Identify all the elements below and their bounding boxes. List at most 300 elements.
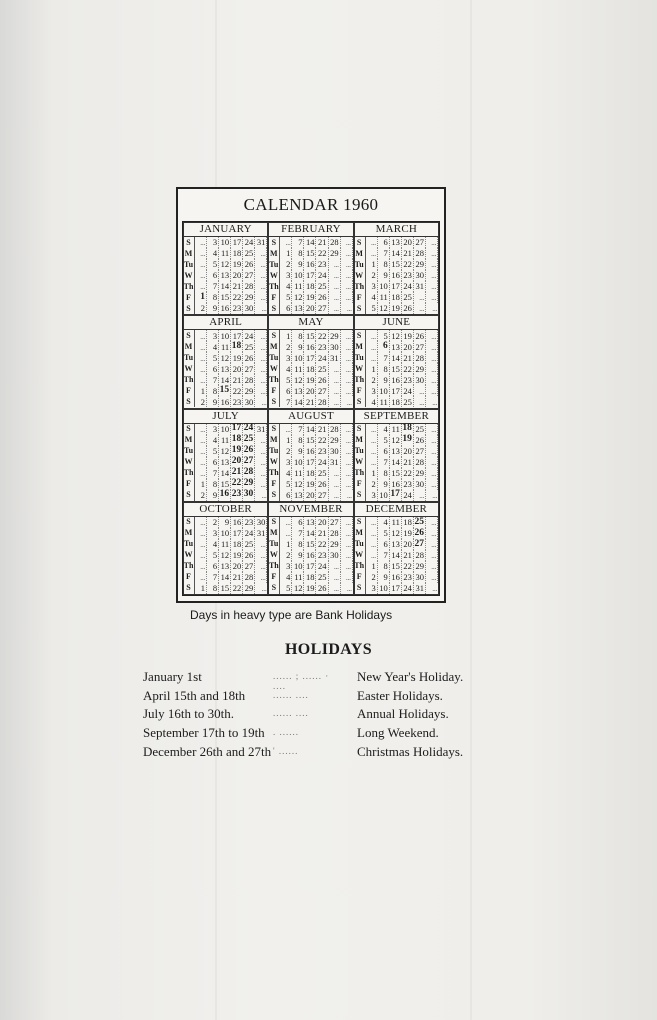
day-cell: 22 [318, 434, 327, 445]
empty-day: ... [329, 259, 341, 270]
empty-day: ... [195, 270, 207, 281]
day-cell: 4 [280, 281, 292, 292]
month-january [183, 222, 268, 315]
day-cell: 5 [280, 374, 292, 385]
day-cell: 24 [318, 352, 327, 363]
weekday-label: W [355, 363, 366, 374]
day-cell: 2 [366, 374, 378, 385]
empty-day: ... [195, 539, 207, 550]
day-cell: 14 [220, 467, 230, 478]
empty-day: ... [195, 363, 207, 374]
empty-day: ... [414, 292, 426, 303]
empty-day: ... [255, 435, 267, 446]
day-cell: 8 [292, 330, 304, 341]
day-cell: 22 [232, 292, 242, 303]
empty-day: ... [255, 539, 267, 550]
day-cell: 3 [280, 561, 292, 572]
day-cell: 6 [378, 539, 390, 550]
weekday-label: S [269, 517, 280, 528]
day-cell: 17 [391, 385, 400, 396]
day-cell: 27 [243, 456, 254, 467]
day-cell: 1 [195, 385, 207, 396]
empty-day: ... [280, 424, 292, 435]
holiday-row [143, 725, 503, 744]
day-cell: 20 [231, 456, 242, 467]
day-cell: 17 [390, 489, 400, 500]
day-cell: 9 [292, 550, 304, 561]
empty-day: ... [341, 341, 353, 352]
day-cell: 24 [403, 385, 412, 396]
day-cell: 14 [305, 423, 315, 434]
day-cell: 23 [244, 517, 254, 528]
day-cell: 27 [415, 237, 424, 248]
day-cell: 26 [318, 374, 327, 385]
day-cell: 28 [415, 456, 424, 467]
empty-day: ... [346, 489, 352, 500]
day-cell: 29 [415, 561, 424, 572]
empty-day: ... [426, 237, 438, 248]
weekday-label: W [269, 270, 280, 281]
day-cell: 7 [280, 396, 292, 407]
day-cell: 12 [293, 478, 303, 489]
day-cell: 13 [220, 456, 230, 467]
weekday-label: Tu [354, 446, 364, 456]
day-cell: 3 [366, 281, 378, 292]
day-cell: 16 [220, 396, 230, 407]
day-cell: 28 [244, 281, 254, 292]
empty-day: ... [426, 385, 438, 396]
weekday-label: Th [183, 561, 194, 571]
day-cell: 8 [378, 363, 390, 374]
day-cell: 12 [220, 259, 230, 270]
day-cell: 21 [232, 281, 242, 292]
day-cell: 5 [207, 550, 219, 561]
day-cell: 5 [378, 435, 390, 446]
day-cell: 8 [378, 468, 390, 479]
day-cell: 17 [305, 270, 315, 281]
weekday-label: F [355, 479, 366, 490]
day-cell: 3 [366, 583, 378, 594]
day-cell: 2 [366, 479, 378, 490]
weekday-label: Th [354, 374, 365, 384]
day-cell: 15 [305, 248, 315, 259]
day-cell: 16 [305, 341, 315, 352]
empty-day: ... [432, 396, 437, 407]
day-cell: 4 [207, 435, 219, 446]
empty-day: ... [255, 446, 267, 457]
empty-day: ... [341, 259, 353, 270]
day-cell: 7 [378, 550, 390, 561]
leader-dots: ...... .... [273, 689, 309, 700]
day-cell: 4 [366, 396, 378, 407]
day-cell: 23 [403, 572, 412, 583]
day-cell: 28 [330, 528, 339, 539]
day-cell: 16 [232, 517, 242, 528]
day-cell: 2 [207, 517, 219, 528]
day-cell: 7 [207, 281, 219, 292]
weekday-label: M [355, 248, 366, 259]
day-cell: 23 [318, 550, 327, 561]
day-cell: 20 [318, 517, 327, 528]
day-cell: 30 [330, 550, 339, 561]
weekday-label: M [269, 435, 280, 446]
weekday-label: S [184, 330, 195, 341]
day-cell: 21 [403, 352, 412, 363]
holiday-row [143, 688, 503, 707]
empty-day: ... [280, 517, 292, 528]
leader-dots: ' ...... [273, 745, 299, 756]
day-cell: 1 [366, 561, 378, 572]
paper-crease [470, 0, 472, 1020]
empty-day: ... [195, 446, 207, 457]
holiday-name: Easter Holidays. [357, 687, 443, 703]
day-cell: 19 [391, 303, 400, 314]
day-cell: 23 [231, 489, 242, 500]
month-october [183, 502, 268, 595]
day-cell: 25 [403, 292, 412, 303]
holidays-heading: HOLIDAYS [284, 641, 373, 658]
calendar-1960 [176, 187, 446, 603]
day-cell: 14 [293, 396, 303, 407]
empty-day: ... [341, 292, 353, 303]
day-cell: 23 [232, 303, 242, 314]
calendar-grid [182, 221, 440, 596]
day-cell: 6 [207, 457, 219, 468]
day-cell: 14 [220, 374, 230, 385]
empty-day: ... [426, 352, 438, 363]
day-cell: 1 [195, 479, 207, 490]
day-cell: 12 [293, 583, 303, 594]
day-cell: 28 [415, 352, 424, 363]
empty-day: ... [195, 457, 207, 468]
day-cell: 4 [378, 424, 390, 435]
day-cell: 9 [378, 572, 390, 583]
empty-day: ... [341, 539, 353, 550]
day-cell: 25 [244, 539, 254, 550]
empty-day: ... [195, 352, 207, 363]
weekday-label: W [355, 457, 366, 468]
empty-day: ... [195, 259, 207, 270]
day-cell: 5 [207, 446, 219, 457]
day-cell: 1 [280, 539, 292, 550]
day-cell: 7 [292, 528, 304, 539]
day-cell: 24 [403, 583, 412, 594]
weekday-label: Tu [183, 259, 194, 269]
month-name: DECEMBER [355, 503, 438, 517]
weekday-label: Tu [269, 352, 279, 362]
day-cell: 17 [391, 583, 400, 594]
empty-day: ... [432, 583, 437, 594]
day-cell: 29 [330, 539, 339, 550]
day-cell: 6 [280, 303, 292, 314]
holiday-name: Long Weekend. [357, 725, 439, 741]
weekday-label: F [269, 292, 280, 303]
empty-day: ... [346, 303, 352, 314]
weekday-label: M [184, 341, 195, 352]
day-cell: 28 [318, 396, 327, 407]
weekday-label: M [184, 248, 195, 259]
month-name: NOVEMBER [269, 503, 352, 517]
day-cell: 4 [207, 341, 219, 352]
day-cell: 12 [379, 303, 388, 314]
empty-day: ... [255, 479, 267, 490]
day-cell: 22 [318, 330, 327, 341]
empty-day: ... [195, 517, 207, 528]
day-cell: 18 [305, 281, 315, 292]
empty-day: ... [195, 330, 207, 341]
weekday-label: Th [183, 281, 194, 291]
month-july [183, 409, 268, 502]
day-cell: 27 [244, 363, 254, 374]
holiday-date: January 1st [143, 669, 202, 684]
day-cell: 30 [330, 445, 339, 456]
empty-day: ... [341, 374, 353, 385]
day-cell: 1 [366, 259, 378, 270]
day-cell: 24 [243, 423, 254, 434]
empty-day: ... [280, 237, 292, 248]
day-cell: 3 [207, 528, 219, 539]
weekday-label: S [269, 303, 280, 314]
empty-day: ... [195, 435, 207, 446]
month-name: SEPTEMBER [355, 410, 438, 424]
empty-day: ... [426, 363, 438, 374]
leader-dots: ...... ; ...... · .... [273, 671, 330, 691]
day-cell: 9 [207, 396, 219, 407]
empty-day: ... [432, 489, 437, 500]
empty-day: ... [255, 468, 267, 479]
empty-day: ... [426, 292, 438, 303]
day-cell: 1 [280, 248, 292, 259]
day-cell: 20 [305, 303, 315, 314]
day-cell: 12 [293, 292, 303, 303]
weekday-label: W [355, 550, 366, 561]
day-cell: 19 [403, 330, 412, 341]
day-cell: 18 [402, 423, 412, 434]
day-cell: 30 [330, 341, 339, 352]
day-cell: 17 [305, 561, 315, 572]
day-cell: 18 [232, 539, 242, 550]
day-cell: 31 [330, 456, 339, 467]
empty-day: ... [426, 550, 438, 561]
empty-day: ... [426, 424, 438, 435]
day-cell: 13 [293, 489, 303, 500]
empty-day: ... [255, 385, 267, 396]
day-cell: 22 [231, 478, 242, 489]
day-cell: 2 [195, 490, 207, 501]
weekday-label: M [184, 435, 195, 446]
day-cell: 24 [403, 281, 412, 292]
day-cell: 3 [366, 490, 378, 501]
day-cell: 20 [403, 237, 412, 248]
month-days [184, 517, 267, 594]
empty-day: ... [426, 561, 438, 572]
day-cell: 11 [391, 423, 400, 434]
weekday-label: S [184, 237, 195, 248]
empty-day: ... [366, 237, 378, 248]
empty-day: ... [432, 303, 437, 314]
day-cell: 8 [378, 561, 390, 572]
day-cell: 9 [378, 270, 390, 281]
day-cell: 10 [220, 528, 230, 539]
weekday-label: S [269, 583, 280, 594]
day-cell: 31 [330, 352, 339, 363]
day-cell: 19 [232, 259, 242, 270]
empty-day: ... [414, 385, 426, 396]
day-cell: 18 [305, 467, 315, 478]
day-cell: 7 [207, 468, 219, 479]
empty-day: ... [329, 561, 341, 572]
day-cell: 14 [391, 352, 400, 363]
weekday-label: W [184, 363, 195, 374]
day-cell: 21 [318, 423, 327, 434]
empty-day: ... [426, 259, 438, 270]
weekday-label: S [355, 396, 366, 407]
day-cell: 12 [391, 528, 400, 539]
empty-day: ... [255, 550, 267, 561]
day-cell: 5 [280, 292, 292, 303]
day-cell: 12 [220, 445, 230, 456]
holiday-date: September 17th to 19th [143, 725, 265, 741]
day-cell: 15 [305, 330, 315, 341]
empty-day: ... [341, 550, 353, 561]
empty-day: ... [426, 468, 438, 479]
day-cell: 5 [378, 528, 390, 539]
day-cell: 3 [207, 424, 219, 435]
empty-day: ... [346, 583, 352, 594]
day-cell: 30 [415, 478, 424, 489]
day-cell: 29 [330, 248, 339, 259]
holiday-name: New Year's Holiday. [357, 669, 464, 684]
day-cell: 5 [207, 259, 219, 270]
day-cell: 27 [415, 445, 424, 456]
day-cell: 14 [391, 248, 400, 259]
weekday-label: S [355, 330, 366, 341]
weekday-label: F [355, 385, 366, 396]
day-cell: 17 [232, 528, 242, 539]
empty-day: ... [366, 435, 378, 446]
day-cell: 24 [244, 528, 254, 539]
weekday-label: F [269, 572, 280, 583]
day-cell: 15 [220, 583, 230, 594]
day-cell: 26 [244, 352, 254, 363]
day-cell: 1 [195, 292, 207, 303]
day-cell: 13 [391, 237, 400, 248]
day-cell: 14 [391, 456, 400, 467]
empty-day: ... [426, 341, 438, 352]
day-cell: 29 [415, 363, 424, 374]
day-cell: 23 [318, 445, 327, 456]
day-cell: 6 [280, 490, 292, 501]
weekday-label: W [269, 363, 280, 374]
day-cell: 10 [293, 456, 303, 467]
day-cell: 13 [305, 517, 315, 528]
day-cell: 23 [318, 259, 327, 270]
empty-day: ... [255, 330, 267, 341]
day-cell: 22 [403, 561, 412, 572]
day-cell: 27 [318, 489, 327, 500]
day-cell: 23 [318, 341, 327, 352]
month-days [355, 517, 438, 594]
day-cell: 2 [280, 259, 292, 270]
day-cell: 4 [280, 572, 292, 583]
month-name: MAY [269, 316, 352, 330]
weekday-label: Tu [183, 352, 194, 362]
day-cell: 6 [207, 270, 219, 281]
day-cell: 25 [415, 423, 424, 434]
day-cell: 8 [207, 385, 219, 396]
day-cell: 7 [207, 374, 219, 385]
day-cell: 29 [244, 385, 254, 396]
weekday-label: S [269, 237, 280, 248]
day-cell: 3 [207, 237, 219, 248]
day-cell: 16 [391, 572, 400, 583]
day-cell: 4 [366, 292, 378, 303]
empty-day: ... [195, 248, 207, 259]
month-days [184, 424, 267, 501]
day-cell: 8 [292, 248, 304, 259]
empty-day: ... [341, 237, 353, 248]
empty-day: ... [346, 396, 352, 407]
weekday-label: F [184, 292, 195, 303]
month-name: JUNE [355, 316, 438, 330]
day-cell: 13 [293, 303, 303, 314]
month-name: APRIL [184, 316, 267, 330]
day-cell: 17 [232, 330, 242, 341]
day-cell: 28 [415, 248, 424, 259]
weekday-label: S [269, 396, 280, 407]
day-cell: 13 [293, 385, 303, 396]
day-cell: 10 [220, 330, 230, 341]
empty-day: ... [366, 424, 378, 435]
day-cell: 29 [330, 434, 339, 445]
empty-day: ... [255, 374, 267, 385]
day-cell: 15 [305, 539, 315, 550]
month-february [268, 222, 353, 315]
day-cell: 12 [391, 330, 400, 341]
day-cell: 21 [305, 396, 315, 407]
empty-day: ... [341, 330, 353, 341]
day-cell: 8 [207, 479, 219, 490]
day-cell: 30 [415, 374, 424, 385]
day-cell: 1 [195, 583, 207, 594]
day-cell: 16 [391, 374, 400, 385]
empty-day: ... [341, 561, 353, 572]
day-cell: 21 [403, 456, 412, 467]
day-cell: 31 [256, 237, 266, 248]
day-cell: 4 [280, 363, 292, 374]
weekday-label: M [269, 341, 280, 352]
empty-day: ... [366, 457, 378, 468]
day-cell: 9 [219, 517, 231, 528]
day-cell: 9 [378, 374, 390, 385]
leader-dots: . ...... [273, 727, 299, 738]
weekday-label: Th [354, 281, 365, 291]
day-cell: 17 [232, 237, 242, 248]
empty-day: ... [341, 352, 353, 363]
weekday-label: S [355, 424, 366, 435]
weekday-label: Tu [354, 539, 364, 549]
day-cell: 3 [366, 385, 378, 396]
day-cell: 28 [415, 550, 424, 561]
day-cell: 28 [244, 572, 254, 583]
weekday-label: M [269, 528, 280, 539]
month-days [355, 330, 438, 407]
day-cell: 10 [379, 583, 388, 594]
day-cell: 24 [244, 330, 254, 341]
day-cell: 10 [293, 270, 303, 281]
holiday-date: December 26th and 27th [143, 743, 272, 759]
empty-day: ... [426, 248, 438, 259]
